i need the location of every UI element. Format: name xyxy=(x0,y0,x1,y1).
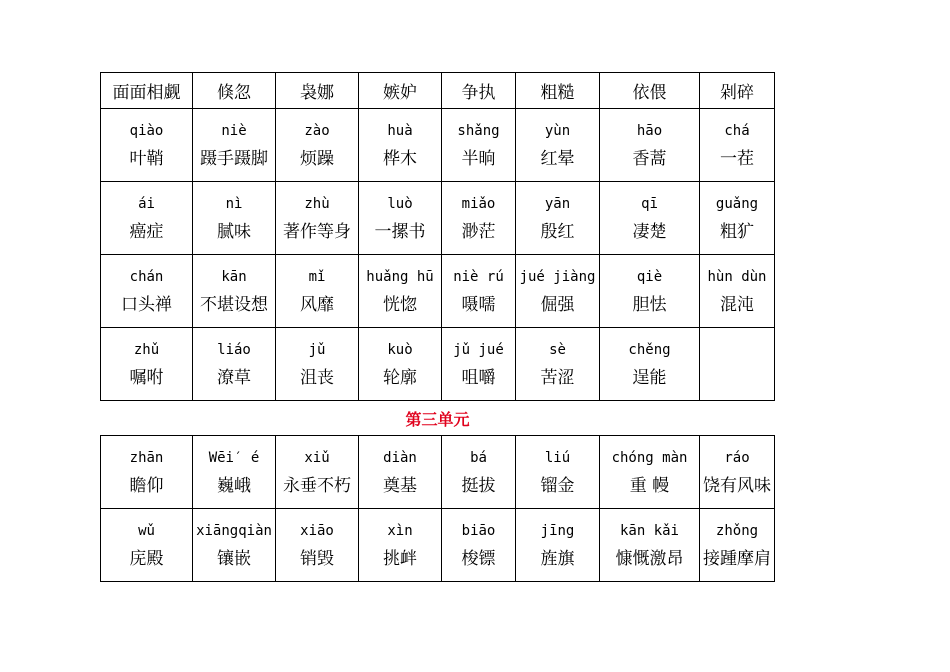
word: 沮丧 xyxy=(300,367,334,388)
vocab-cell xyxy=(442,436,516,509)
vocab-cell xyxy=(276,109,359,182)
pinyin: zhǒng xyxy=(715,522,759,539)
word: 殷红 xyxy=(540,221,575,242)
vocab-cell xyxy=(442,328,516,401)
pinyin: bá xyxy=(470,449,487,466)
vocab-cell xyxy=(700,182,775,255)
word: 香蒿 xyxy=(632,148,667,169)
word: 巍峨 xyxy=(217,475,251,496)
word: 销毁 xyxy=(300,548,334,569)
word: 嘱咐 xyxy=(129,367,164,388)
table-row xyxy=(101,109,775,182)
vocab-cell xyxy=(359,328,442,401)
word: 咀嚼 xyxy=(461,367,496,388)
table-row xyxy=(101,328,775,401)
word: 苦涩 xyxy=(540,367,575,388)
word: 庑殿 xyxy=(129,548,164,569)
pinyin: biāo xyxy=(461,522,496,539)
word: 粗犷 xyxy=(720,221,754,242)
pinyin: yùn xyxy=(544,122,571,139)
pinyin: xiāngqiàn xyxy=(196,522,272,539)
word: 饶有风味 xyxy=(703,475,771,496)
word: 叶鞘 xyxy=(129,148,164,169)
vocab-cell xyxy=(600,109,700,182)
vocabulary-table-unit-three xyxy=(100,435,775,582)
vocab-cell xyxy=(600,328,700,401)
vocab-cell xyxy=(276,436,359,509)
word: 桦木 xyxy=(383,148,417,169)
pinyin: ráo xyxy=(724,449,750,466)
pinyin: liú xyxy=(544,449,571,466)
vocab-cell xyxy=(276,182,359,255)
vocab-cell xyxy=(700,436,775,509)
vocab-cell xyxy=(276,328,359,401)
word: 梭镖 xyxy=(461,548,496,569)
pinyin: miǎo xyxy=(461,195,496,212)
pinyin: luò xyxy=(387,195,413,212)
vocab-cell xyxy=(193,436,276,509)
vocab-cell xyxy=(359,436,442,509)
word: 风靡 xyxy=(300,294,334,315)
vocab-cell xyxy=(359,255,442,328)
header-word: 嫉妒 xyxy=(359,73,442,109)
pinyin: wǔ xyxy=(138,522,155,539)
pinyin: kān kǎi xyxy=(619,522,679,539)
word: 口头禅 xyxy=(121,294,172,315)
word: 轮廓 xyxy=(383,367,417,388)
pinyin: ái xyxy=(138,195,155,212)
header-word: 粗糙 xyxy=(516,73,600,109)
pinyin: chěng xyxy=(628,341,671,358)
empty-cell xyxy=(700,328,775,401)
header-word: 依偎 xyxy=(600,73,700,109)
pinyin: xìn xyxy=(387,522,413,539)
word: 一茬 xyxy=(720,148,754,169)
header-word: 面面相觑 xyxy=(101,73,193,109)
word: 红晕 xyxy=(540,148,575,169)
word: 旌旗 xyxy=(540,548,575,569)
pinyin: zhǔ xyxy=(133,341,160,358)
vocab-cell xyxy=(193,255,276,328)
pinyin: qiào xyxy=(129,122,164,139)
word: 潦草 xyxy=(217,367,251,388)
word: 慷慨激昂 xyxy=(615,548,684,569)
vocab-cell xyxy=(700,509,775,582)
pinyin: chá xyxy=(724,122,750,139)
vocab-cell xyxy=(600,255,700,328)
pinyin: sè xyxy=(549,341,566,358)
vocab-cell xyxy=(101,436,193,509)
word: 嗫嚅 xyxy=(461,294,496,315)
pinyin: huǎng hū xyxy=(366,268,434,285)
pinyin: diàn xyxy=(383,449,417,466)
pinyin: zhù xyxy=(304,195,330,212)
word: 挑衅 xyxy=(383,548,417,569)
vocabulary-table-upper xyxy=(100,72,775,401)
pinyin: Wēi′ é xyxy=(208,449,260,466)
pinyin: kuò xyxy=(387,341,413,358)
pinyin: hùn dùn xyxy=(707,268,767,285)
pinyin: yān xyxy=(544,195,571,212)
pinyin: chóng màn xyxy=(611,449,688,466)
vocab-cell xyxy=(516,109,600,182)
vocab-cell xyxy=(516,182,600,255)
word: 不堪设想 xyxy=(200,294,268,315)
pinyin: mǐ xyxy=(308,268,326,285)
word: 渺茫 xyxy=(461,221,496,242)
pinyin: liáo xyxy=(217,341,251,358)
vocab-cell xyxy=(700,109,775,182)
vocab-cell xyxy=(600,436,700,509)
unit-heading: 第三单元 xyxy=(405,410,470,429)
word: 癌症 xyxy=(129,221,164,242)
word: 恍惚 xyxy=(383,294,417,315)
pinyin: huà xyxy=(387,122,413,139)
vocab-cell xyxy=(101,109,193,182)
word: 奠基 xyxy=(383,475,417,496)
vocab-cell xyxy=(193,509,276,582)
vocab-cell xyxy=(101,328,193,401)
vocab-cell xyxy=(101,255,193,328)
word: 倔强 xyxy=(540,294,575,315)
table-row xyxy=(101,509,775,582)
pinyin: qī xyxy=(641,195,658,212)
vocab-cell xyxy=(101,182,193,255)
pinyin: jǔ jué xyxy=(453,341,504,358)
pinyin: chán xyxy=(129,268,164,285)
pinyin: jué jiàng xyxy=(519,268,596,285)
header-word: 袅娜 xyxy=(276,73,359,109)
word: 腻味 xyxy=(217,221,251,242)
word: 镏金 xyxy=(540,475,575,496)
header-row xyxy=(101,73,775,109)
vocab-cell xyxy=(442,255,516,328)
word: 瞻仰 xyxy=(129,475,164,496)
pinyin: hāo xyxy=(636,122,663,139)
vocab-cell xyxy=(276,509,359,582)
vocab-cell xyxy=(516,436,600,509)
word: 镶嵌 xyxy=(217,548,251,569)
pinyin: xiǔ xyxy=(304,449,330,466)
vocab-cell xyxy=(442,509,516,582)
vocab-cell xyxy=(359,509,442,582)
word: 著作等身 xyxy=(283,221,351,242)
vocab-cell xyxy=(442,182,516,255)
header-word: 争执 xyxy=(442,73,516,109)
word: 重 幔 xyxy=(629,475,670,496)
vocab-cell xyxy=(600,509,700,582)
vocab-cell xyxy=(516,255,600,328)
pinyin: niè xyxy=(221,122,247,139)
pinyin: qiè xyxy=(636,268,663,285)
table-row xyxy=(101,255,775,328)
vocab-cell xyxy=(700,255,775,328)
vocab-cell xyxy=(193,182,276,255)
word: 混沌 xyxy=(720,294,754,315)
vocab-cell xyxy=(359,182,442,255)
vocab-cell xyxy=(193,109,276,182)
vocab-cell xyxy=(359,109,442,182)
word: 接踵摩肩 xyxy=(703,548,771,569)
pinyin: guǎng xyxy=(715,195,759,212)
pinyin: xiāo xyxy=(300,522,334,539)
pinyin: nì xyxy=(225,195,243,212)
pinyin: zào xyxy=(304,122,330,139)
pinyin: niè rú xyxy=(453,268,504,285)
vocab-cell xyxy=(442,109,516,182)
vocab-cell xyxy=(101,509,193,582)
word: 永垂不朽 xyxy=(283,475,351,496)
pinyin: shǎng xyxy=(457,122,500,139)
word: 半晌 xyxy=(461,148,496,169)
vocab-cell xyxy=(516,509,600,582)
vocab-cell xyxy=(193,328,276,401)
table-row xyxy=(101,182,775,255)
word: 凄楚 xyxy=(632,221,667,242)
word: 胆怯 xyxy=(632,294,667,315)
table-row xyxy=(101,436,775,509)
word: 逞能 xyxy=(632,367,667,388)
pinyin: jǔ xyxy=(308,341,326,358)
vocab-cell xyxy=(600,182,700,255)
word: 挺拔 xyxy=(461,475,496,496)
header-word: 剁碎 xyxy=(700,73,775,109)
vocab-cell xyxy=(516,328,600,401)
word: 蹑手蹑脚 xyxy=(200,148,268,169)
header-word: 倏忽 xyxy=(193,73,276,109)
word: 一摞书 xyxy=(374,221,426,242)
pinyin: zhān xyxy=(129,449,164,466)
vocab-cell xyxy=(276,255,359,328)
pinyin: kān xyxy=(221,268,247,285)
word: 烦躁 xyxy=(300,148,334,169)
pinyin: jīng xyxy=(540,522,575,539)
